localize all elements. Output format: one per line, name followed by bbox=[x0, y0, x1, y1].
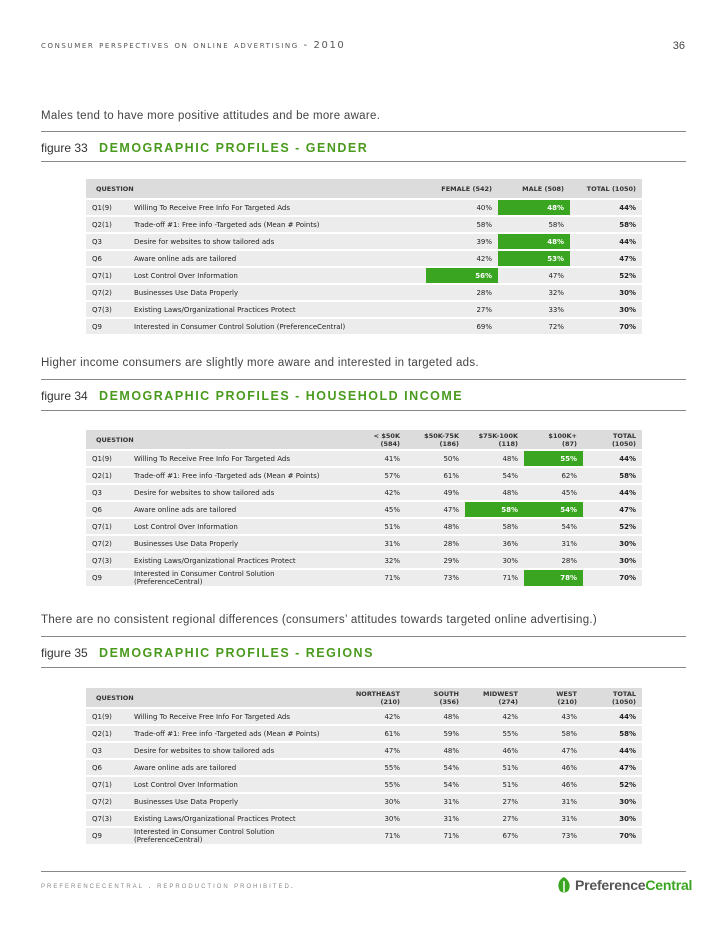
divider bbox=[41, 636, 686, 637]
value-cell: 30% bbox=[465, 553, 524, 568]
column-header-count: (118) bbox=[498, 439, 518, 448]
question-code: Q9 bbox=[86, 319, 128, 334]
column-header bbox=[570, 179, 642, 198]
value-cell: 73% bbox=[406, 570, 465, 586]
lead-text: There are no consistent regional differences (consumers’ attitudes towards targeted online advertising.) bbox=[41, 614, 598, 626]
question-code: Q7(2) bbox=[86, 536, 128, 551]
value-cell: 30% bbox=[583, 811, 642, 826]
divider bbox=[41, 379, 686, 380]
value-cell: 54% bbox=[465, 468, 524, 483]
question-text: Interested in Consumer Control Solution (PreferenceCentral) bbox=[128, 319, 426, 334]
table-row bbox=[86, 200, 642, 215]
table-row bbox=[86, 519, 642, 534]
value-cell: 59% bbox=[406, 726, 465, 741]
table-row bbox=[86, 570, 642, 586]
value-cell: 31% bbox=[406, 794, 465, 809]
value-cell: 31% bbox=[524, 811, 583, 826]
question-column-header: QUESTION bbox=[86, 688, 347, 707]
value-cell: 44% bbox=[570, 200, 642, 215]
question-text: Lost Control Over Information bbox=[128, 777, 347, 792]
question-text: Trade-off #1: Free info -Targeted ads (Mean # Points) bbox=[128, 726, 347, 741]
value-cell: 42% bbox=[465, 709, 524, 724]
value-cell: 48% bbox=[465, 451, 524, 466]
value-cell: 70% bbox=[570, 319, 642, 334]
leaf-icon bbox=[556, 876, 572, 894]
figure-title: DEMOGRAPHIC PROFILES - HOUSEHOLD INCOME bbox=[99, 389, 464, 403]
value-cell: 55% bbox=[524, 451, 583, 466]
table-row bbox=[86, 811, 642, 826]
value-cell: 46% bbox=[524, 777, 583, 792]
column-header bbox=[347, 430, 406, 449]
question-code: Q7(3) bbox=[86, 811, 128, 826]
value-cell: 54% bbox=[406, 777, 465, 792]
question-code: Q7(1) bbox=[86, 519, 128, 534]
question-text: Existing Laws/Organizational Practices Protect bbox=[128, 811, 347, 826]
value-cell: 46% bbox=[524, 760, 583, 775]
question-code: Q9 bbox=[86, 828, 128, 844]
value-cell: 57% bbox=[347, 468, 406, 483]
column-header-count: (274) bbox=[498, 697, 518, 706]
page-number: 36 bbox=[672, 40, 685, 52]
lead-text: Higher income consumers are slightly more aware and interested in targeted ads. bbox=[41, 357, 479, 369]
value-cell: 78% bbox=[524, 570, 583, 586]
column-header bbox=[406, 430, 465, 449]
question-code: Q7(3) bbox=[86, 553, 128, 568]
column-header bbox=[583, 430, 642, 449]
question-text: Desire for websites to show tailored ads bbox=[128, 743, 347, 758]
column-header bbox=[498, 179, 570, 198]
value-cell: 55% bbox=[465, 726, 524, 741]
value-cell: 47% bbox=[570, 251, 642, 266]
table-row bbox=[86, 234, 642, 249]
column-header-label: $50K-75K bbox=[424, 431, 459, 440]
logo-text-preference: Preference bbox=[575, 877, 646, 893]
value-cell: 44% bbox=[583, 743, 642, 758]
value-cell: 47% bbox=[524, 743, 583, 758]
question-text: Trade-off #1: Free info -Targeted ads (Mean # Points) bbox=[128, 468, 347, 483]
value-cell: 55% bbox=[347, 777, 406, 792]
value-cell: 28% bbox=[406, 536, 465, 551]
footer-divider bbox=[41, 871, 686, 872]
column-header bbox=[524, 430, 583, 449]
value-cell: 44% bbox=[570, 234, 642, 249]
question-code: Q6 bbox=[86, 502, 128, 517]
value-cell: 48% bbox=[498, 234, 570, 249]
value-cell: 47% bbox=[347, 743, 406, 758]
value-cell: 32% bbox=[498, 285, 570, 300]
question-text: Interested in Consumer Control Solution (PreferenceCentral) bbox=[128, 828, 347, 844]
question-code: Q9 bbox=[86, 570, 128, 586]
value-cell: 47% bbox=[406, 502, 465, 517]
table-header-row bbox=[86, 688, 642, 707]
value-cell: 30% bbox=[347, 811, 406, 826]
table-row bbox=[86, 285, 642, 300]
question-text: Willing To Receive Free Info For Targeted Ads bbox=[128, 451, 347, 466]
question-text: Interested in Consumer Control Solution (PreferenceCentral) bbox=[128, 570, 347, 586]
column-header-count: (356) bbox=[439, 697, 459, 706]
value-cell: 51% bbox=[347, 519, 406, 534]
question-text: Willing To Receive Free Info For Targeted Ads bbox=[128, 200, 426, 215]
question-code: Q1(9) bbox=[86, 709, 128, 724]
value-cell: 56% bbox=[426, 268, 498, 283]
column-header-label: WEST bbox=[556, 689, 577, 698]
page-header-title: consumer perspectives on online advertising - 2010 bbox=[41, 40, 346, 51]
value-cell: 47% bbox=[498, 268, 570, 283]
table-row bbox=[86, 268, 642, 283]
column-header bbox=[583, 688, 642, 707]
figure-label: figure 34 bbox=[41, 389, 88, 403]
lead-text: Males tend to have more positive attitudes and be more aware. bbox=[41, 110, 381, 122]
value-cell: 58% bbox=[583, 726, 642, 741]
table-row bbox=[86, 468, 642, 483]
question-code: Q6 bbox=[86, 760, 128, 775]
column-header-count: (1050) bbox=[611, 697, 636, 706]
column-header-label: NORTHEAST bbox=[355, 689, 400, 698]
question-code: Q7(2) bbox=[86, 285, 128, 300]
question-code: Q7(1) bbox=[86, 777, 128, 792]
question-text: Businesses Use Data Properly bbox=[128, 794, 347, 809]
value-cell: 43% bbox=[524, 709, 583, 724]
column-header-label: TOTAL bbox=[612, 431, 636, 440]
question-code: Q1(9) bbox=[86, 200, 128, 215]
value-cell: 52% bbox=[583, 777, 642, 792]
column-header-label: FEMALE (542) bbox=[441, 184, 492, 193]
value-cell: 58% bbox=[570, 217, 642, 232]
value-cell: 48% bbox=[465, 485, 524, 500]
question-text: Existing Laws/Organizational Practices Protect bbox=[128, 553, 347, 568]
question-text: Existing Laws/Organizational Practices Protect bbox=[128, 302, 426, 317]
value-cell: 44% bbox=[583, 709, 642, 724]
value-cell: 30% bbox=[347, 794, 406, 809]
value-cell: 30% bbox=[570, 302, 642, 317]
question-text: Lost Control Over Information bbox=[128, 268, 426, 283]
question-code: Q2(1) bbox=[86, 726, 128, 741]
column-header-label: MALE (508) bbox=[522, 184, 564, 193]
table-header-row bbox=[86, 430, 642, 449]
table-row bbox=[86, 794, 642, 809]
footer-text: preferencecentral . reproduction prohibited. bbox=[41, 880, 296, 890]
value-cell: 48% bbox=[406, 519, 465, 534]
table-row bbox=[86, 709, 642, 724]
table-row bbox=[86, 553, 642, 568]
value-cell: 42% bbox=[347, 709, 406, 724]
value-cell: 31% bbox=[524, 794, 583, 809]
table-row bbox=[86, 251, 642, 266]
data-table bbox=[86, 428, 642, 588]
column-header bbox=[347, 688, 406, 707]
figure-title: DEMOGRAPHIC PROFILES - REGIONS bbox=[99, 646, 374, 660]
question-code: Q6 bbox=[86, 251, 128, 266]
value-cell: 28% bbox=[426, 285, 498, 300]
column-header-label: $100K+ bbox=[548, 431, 577, 440]
table-row bbox=[86, 302, 642, 317]
figure-caption bbox=[41, 646, 374, 660]
value-cell: 28% bbox=[524, 553, 583, 568]
table-row bbox=[86, 451, 642, 466]
value-cell: 30% bbox=[570, 285, 642, 300]
question-code: Q7(3) bbox=[86, 302, 128, 317]
column-header bbox=[465, 688, 524, 707]
value-cell: 33% bbox=[498, 302, 570, 317]
divider bbox=[41, 131, 686, 132]
value-cell: 48% bbox=[498, 200, 570, 215]
data-table bbox=[86, 177, 642, 336]
value-cell: 50% bbox=[406, 451, 465, 466]
value-cell: 44% bbox=[583, 485, 642, 500]
value-cell: 42% bbox=[347, 485, 406, 500]
question-column-header: QUESTION bbox=[86, 179, 426, 198]
value-cell: 58% bbox=[465, 519, 524, 534]
value-cell: 54% bbox=[524, 502, 583, 517]
value-cell: 61% bbox=[347, 726, 406, 741]
value-cell: 54% bbox=[406, 760, 465, 775]
question-code: Q3 bbox=[86, 234, 128, 249]
figure-caption bbox=[41, 389, 463, 403]
figure-title: DEMOGRAPHIC PROFILES - GENDER bbox=[99, 141, 369, 155]
value-cell: 72% bbox=[498, 319, 570, 334]
table-row bbox=[86, 726, 642, 741]
column-header-count: (210) bbox=[557, 697, 577, 706]
table-row bbox=[86, 760, 642, 775]
value-cell: 30% bbox=[583, 553, 642, 568]
question-text: Desire for websites to show tailored ads bbox=[128, 485, 347, 500]
figure-caption bbox=[41, 141, 368, 155]
column-header-count: (584) bbox=[380, 439, 400, 448]
value-cell: 48% bbox=[406, 743, 465, 758]
value-cell: 58% bbox=[426, 217, 498, 232]
divider bbox=[41, 161, 686, 162]
column-header-count: (210) bbox=[380, 697, 400, 706]
value-cell: 39% bbox=[426, 234, 498, 249]
table-row bbox=[86, 743, 642, 758]
column-header-label: SOUTH bbox=[433, 689, 459, 698]
value-cell: 30% bbox=[583, 536, 642, 551]
question-text: Aware online ads are tailored bbox=[128, 502, 347, 517]
logo-text-central: Central bbox=[645, 877, 693, 893]
column-header bbox=[426, 179, 498, 198]
question-column-header: QUESTION bbox=[86, 430, 347, 449]
question-code: Q2(1) bbox=[86, 468, 128, 483]
divider bbox=[41, 667, 686, 668]
table-row bbox=[86, 485, 642, 500]
column-header-count: (87) bbox=[562, 439, 577, 448]
value-cell: 47% bbox=[583, 760, 642, 775]
value-cell: 71% bbox=[347, 828, 406, 844]
table-row bbox=[86, 502, 642, 517]
value-cell: 46% bbox=[465, 743, 524, 758]
table-row bbox=[86, 536, 642, 551]
figure-label: figure 33 bbox=[41, 141, 88, 155]
value-cell: 69% bbox=[426, 319, 498, 334]
value-cell: 41% bbox=[347, 451, 406, 466]
question-text: Lost Control Over Information bbox=[128, 519, 347, 534]
value-cell: 71% bbox=[347, 570, 406, 586]
table-row bbox=[86, 777, 642, 792]
figure-label: figure 35 bbox=[41, 646, 88, 660]
value-cell: 27% bbox=[465, 794, 524, 809]
question-code: Q7(2) bbox=[86, 794, 128, 809]
value-cell: 44% bbox=[583, 451, 642, 466]
value-cell: 47% bbox=[583, 502, 642, 517]
value-cell: 54% bbox=[524, 519, 583, 534]
table-row bbox=[86, 828, 642, 844]
value-cell: 31% bbox=[406, 811, 465, 826]
value-cell: 71% bbox=[406, 828, 465, 844]
question-text: Trade-off #1: Free info -Targeted ads (Mean # Points) bbox=[128, 217, 426, 232]
data-table bbox=[86, 686, 642, 846]
value-cell: 30% bbox=[583, 794, 642, 809]
question-text: Businesses Use Data Properly bbox=[128, 536, 347, 551]
question-text: Willing To Receive Free Info For Targeted Ads bbox=[128, 709, 347, 724]
table-header-row bbox=[86, 179, 642, 198]
question-code: Q3 bbox=[86, 485, 128, 500]
value-cell: 58% bbox=[583, 468, 642, 483]
question-text: Desire for websites to show tailored ads bbox=[128, 234, 426, 249]
value-cell: 49% bbox=[406, 485, 465, 500]
value-cell: 73% bbox=[524, 828, 583, 844]
value-cell: 55% bbox=[347, 760, 406, 775]
question-code: Q2(1) bbox=[86, 217, 128, 232]
column-header-count: (186) bbox=[439, 439, 459, 448]
column-header-label: < $50K bbox=[373, 431, 400, 440]
question-text: Aware online ads are tailored bbox=[128, 760, 347, 775]
divider bbox=[41, 410, 686, 411]
value-cell: 62% bbox=[524, 468, 583, 483]
value-cell: 58% bbox=[498, 217, 570, 232]
column-header-label: MIDWEST bbox=[482, 689, 518, 698]
value-cell: 58% bbox=[524, 726, 583, 741]
column-header bbox=[406, 688, 465, 707]
value-cell: 27% bbox=[465, 811, 524, 826]
value-cell: 67% bbox=[465, 828, 524, 844]
value-cell: 70% bbox=[583, 828, 642, 844]
column-header-count: (1050) bbox=[611, 439, 636, 448]
column-header-label: TOTAL bbox=[612, 689, 636, 698]
question-code: Q7(1) bbox=[86, 268, 128, 283]
value-cell: 70% bbox=[583, 570, 642, 586]
value-cell: 58% bbox=[465, 502, 524, 517]
value-cell: 71% bbox=[465, 570, 524, 586]
value-cell: 51% bbox=[465, 777, 524, 792]
value-cell: 31% bbox=[347, 536, 406, 551]
column-header bbox=[465, 430, 524, 449]
value-cell: 45% bbox=[347, 502, 406, 517]
value-cell: 61% bbox=[406, 468, 465, 483]
value-cell: 45% bbox=[524, 485, 583, 500]
value-cell: 53% bbox=[498, 251, 570, 266]
value-cell: 51% bbox=[465, 760, 524, 775]
question-code: Q1(9) bbox=[86, 451, 128, 466]
value-cell: 27% bbox=[426, 302, 498, 317]
column-header-label: $75K-100K bbox=[478, 431, 518, 440]
value-cell: 52% bbox=[570, 268, 642, 283]
question-text: Businesses Use Data Properly bbox=[128, 285, 426, 300]
value-cell: 40% bbox=[426, 200, 498, 215]
column-header-label: TOTAL (1050) bbox=[586, 184, 636, 193]
value-cell: 52% bbox=[583, 519, 642, 534]
brand-logo bbox=[556, 874, 692, 896]
column-header bbox=[524, 688, 583, 707]
table-row bbox=[86, 217, 642, 232]
value-cell: 29% bbox=[406, 553, 465, 568]
question-text: Aware online ads are tailored bbox=[128, 251, 426, 266]
value-cell: 42% bbox=[426, 251, 498, 266]
value-cell: 36% bbox=[465, 536, 524, 551]
value-cell: 48% bbox=[406, 709, 465, 724]
value-cell: 31% bbox=[524, 536, 583, 551]
question-code: Q3 bbox=[86, 743, 128, 758]
table-row bbox=[86, 319, 642, 334]
value-cell: 32% bbox=[347, 553, 406, 568]
